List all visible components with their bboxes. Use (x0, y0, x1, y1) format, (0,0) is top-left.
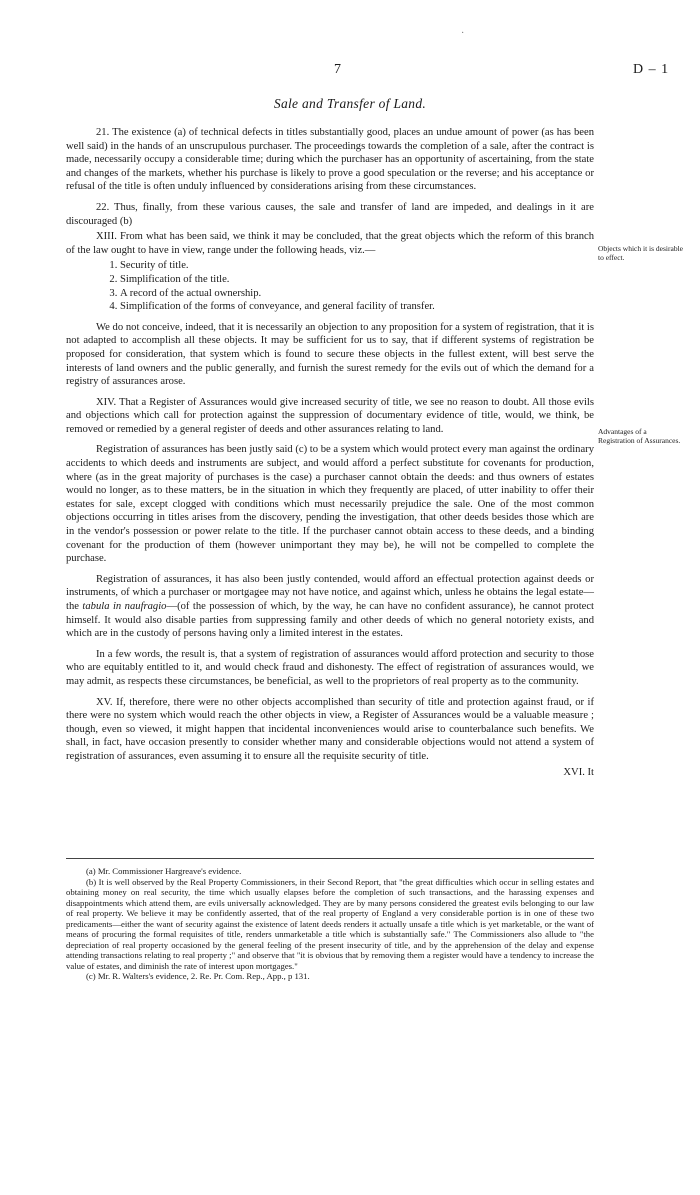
paragraph-22: 22. Thus, finally, from these various causes, the sale and transfer of land are impeded, and dealings in it are discouraged (b) (66, 201, 594, 227)
paragraph-conceive: We do not conceive, indeed, that it is necessarily an objection to any proposition for a system of registration, that it is not adapted to accomplish all these objects. It may be sufficient for us to say, that if different systems of registration be proposed for consideration, that system which is found to secure these objects in the fullest extent, will best serve the interests of land owners and the public generally, and furnish the surest remedy for the evils out of which the demand for a registry of assurances arose. (66, 321, 594, 388)
footnotes (66, 866, 594, 982)
section-xiii: XIII. From what has been said, we think it may be concluded, that the great objects which the reform of this branch of the law ought to have in view, range under the following heads, viz.— (66, 231, 594, 256)
stray-mark: · (461, 28, 465, 39)
main-text (66, 126, 594, 786)
list-item: 1. Security of title. (120, 259, 594, 273)
list-item: 4. Simplification of the forms of conveyance, and general facility of transfer. (120, 300, 594, 314)
italic-phrase: tabula in naufragio (82, 601, 167, 612)
footnote-a: (a) Mr. Commissioner Hargreave's evidence. (86, 866, 242, 876)
paragraph-21: 21. The existence (a) of technical defects in titles substantially good, places an undue amount of power (as has been well said) in the hands of an unscrupulous purchaser. The proceedings towards the completion of a sale, after the contract is made, necessarily occupy a considerable time; during which the purchaser has an opportunity of ascertaining, from the state and changes of the markets, whether his purchase is likely to prove a good speculation or the reverse; and his acceptance or refusal of the title is often unduly influenced by considerations arising from these circumstances. (66, 127, 594, 193)
margin-note-advantages: Advantages of a Registration of Assurances. (598, 427, 681, 445)
footnote-rule (66, 858, 594, 859)
paragraph-registration-2 (66, 573, 594, 641)
objects-list (66, 259, 594, 313)
page-number: 7 (334, 62, 341, 77)
page-reference: D – 1 (633, 62, 670, 77)
margin-note-objects: Objects which it is desirable to effect. (598, 244, 683, 262)
text-run: Registration of assurances, it has also been justly contended, would afford an effectual protection against deeds or instruments, of which a purchaser or mortgagee may not have notice, and against which, unless he obtains the legal estate—the (66, 573, 594, 612)
section-xiv: XIV. That a Register of Assurances would give increased security of title, we see no reason to doubt. All those evils and objections which call for protection against the suppression of documentary evidence of title, would, we think, be removed or remedied by a general register of deeds and other assurances relating to land. (66, 396, 594, 435)
list-item: 3. A record of the actual ownership. (120, 287, 594, 301)
footnote-c: (c) Mr. R. Walters's evidence, 2. Re. Pr. Com. Rep., App., p 131. (86, 971, 310, 981)
catchword: XVI. It (563, 766, 594, 778)
text-run: —(of the possession of which, by the way, he can have no confident assurance), he cannot protect himself. It would also disable parties from suppressing family and other deeds of which no general notoriety exists, and which are in the custody of persons having only a limited interest in the estates. (66, 601, 594, 640)
section-xv: XV. If, therefore, there were no other objects accomplished than security of title and protection against fraud, or if there were no system which would reach the other objects in view, a Register of Assurances would be a valuable measure ; though, even so viewed, it might happen that incidental inconveniences would arise to counterbalance such benefits. We shall, in fact, have occasion presently to consider whether many and considerable objections would not attend a system of registration of assurances, even assuming it to ensure all the requisite security of title. (66, 696, 594, 762)
page-title: Sale and Transfer of Land. (273, 96, 427, 111)
footnote-b: (b) It is well observed by the Real Property Commissioners, in their Second Report, that "the great difficulties which occur in selling estates and obtaining money on real security, the time which usually elapses before the completion of such transactions, and the harassing expenses and disappointments which attend them, are evils universally acknowledged. They are by many persons considered the greatest evils belonging to our law of real property. We believe it may be confidently asserted, that of the real property of England a very considerable portion is in one of these two predicaments—either the want of security against the existence of latent deeds renders it actually unsafe a title which is yet marketable, or the want of means of procuring the formal requisites of title, renders unmarketable a title which is substantially safe." The Commissioners also allude to "the depreciation of real property occasioned by the general feeling of the present insecurity of title, and by the apprehension of the delay and expense attending transactions relating to real property ;" and observe that "it is obvious that by removing them a register would have a tendency to increase the value of estates, and diminish the rate of interest upon mortgages." (66, 876, 594, 971)
paragraph-few-words: In a few words, the result is, that a system of registration of assurances would afford protection and security to those who are equitably entitled to it, and would check fraud and dishonesty. The effect of registration of assurances would, we may admit, as respects these circumstances, be beneficial, as well to the proprietors of real property as to the community. (66, 648, 594, 687)
list-item: 2. Simplification of the title. (120, 273, 594, 287)
paragraph-registration-1: Registration of assurances has been justly said (c) to be a system which would protect every man against the ordinary accidents to which deeds and instruments are subject, and would afford a perfect substitute for covenants for production, where (as in the great majority of purchases is the case) a purchaser cannot obtain the deeds: and thus owners of estates would no longer, as to these matters, be in the situation in which they frequently are placed, of utter inability to offer their estates for sale, except clogged with conditions which must necessarily prejudice the sale. One of the most common objections occurring in titles arises from the discovery, pending the investigation, that other deeds besides those which are in the vendor's possession or power relate to the title. If the purchaser cannot obtain access to these deeds, and a binding covenant for the production of them (however unimportant they may be), he will not be compelled to complete the purchase. (66, 444, 594, 565)
